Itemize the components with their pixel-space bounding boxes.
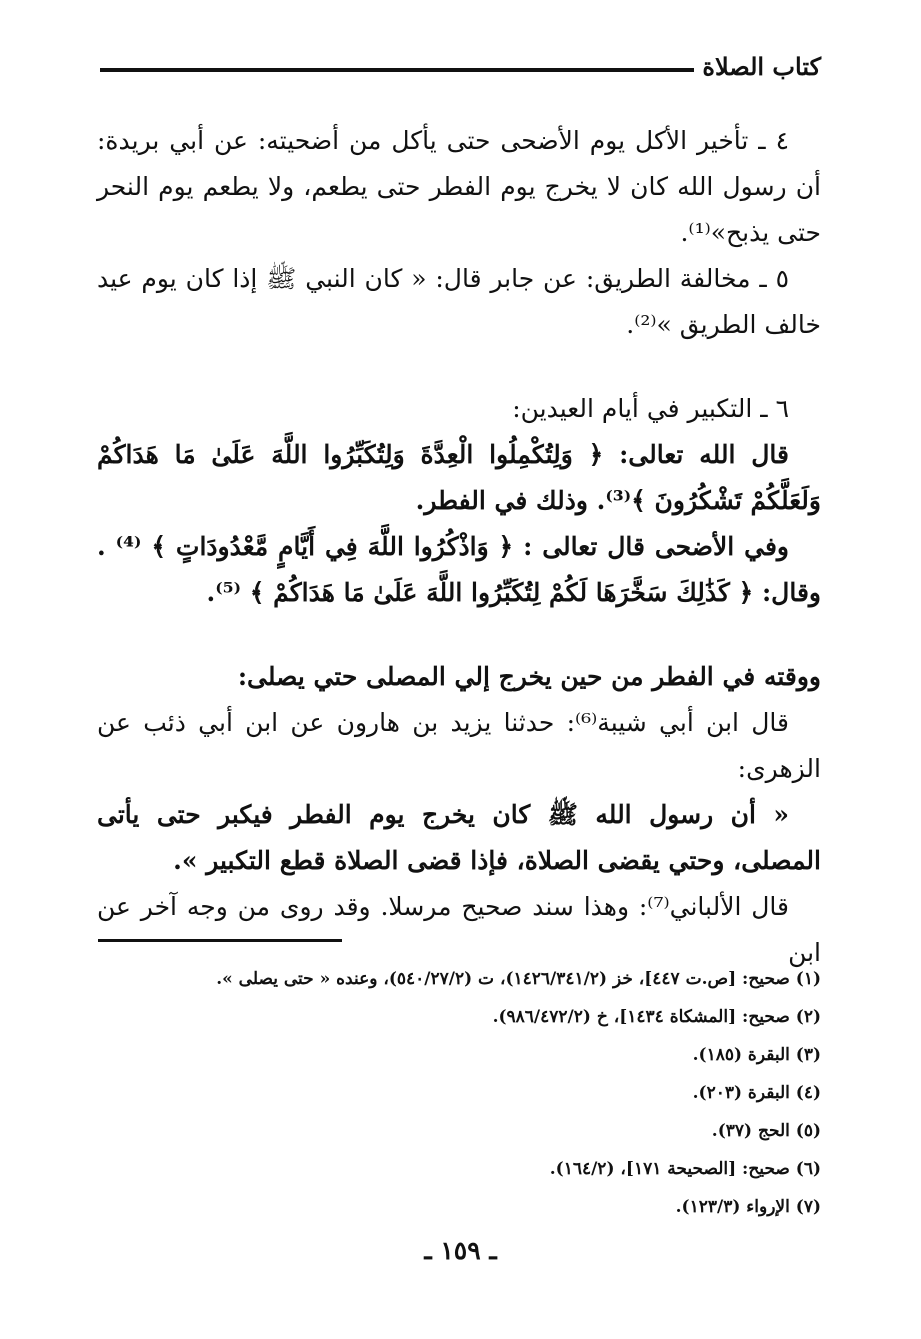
- spacer: [97, 616, 821, 654]
- chapter-title: كتاب الصلاة: [702, 52, 821, 81]
- footnote: (٥) الحج (٣٧).: [711, 1121, 821, 1141]
- header-rule: [100, 68, 694, 72]
- hadith-chain: قال ابن أبي شيبة⁽⁶⁾: حدثنا يزيد بن هارون عن ابن أبي ذئب عن الزهرى:: [97, 708, 821, 783]
- paragraph-5-different-route: ٥ ـ مخالفة الطريق: عن جابر قال: « كان النبي ﷺ إذا كان يوم عيد خالف الطريق »⁽²⁾.: [97, 264, 821, 339]
- quran-quote-fitr: قال الله تعالى: ﴿ وَلِتُكْمِلُوا الْعِدَّةَ وَلِتُكَبِّرُوا اللَّهَ عَلَىٰ مَا هَدَاكُمْ وَلَعَلَّكُمْ تَشْكُرُونَ ﴾⁽³⁾. وذلك في الفطر.: [97, 440, 821, 515]
- footnote: (٦) صحيح: [الصحيحة ١٧١]، (١٦٤/٢).: [549, 1159, 821, 1179]
- footnote-rule: [98, 939, 342, 942]
- paragraph-4-delay-eating: ٤ ـ تأخير الأكل يوم الأضحى حتى يأكل من أضحيته: عن أبي بريدة: أن رسول الله كان لا يخرج يوم الفطر حتى يطعم، ولا يطعم يوم النحر حتى يذبح»⁽¹⁾.: [97, 126, 821, 247]
- spacer: [97, 348, 821, 386]
- page-header: [100, 52, 821, 92]
- footnote: (٤) البقرة (٢٠٣).: [692, 1083, 821, 1103]
- footnote: (٢) صحيح: [المشكاة ١٤٣٤]، خ (٩٨٦/٤٧٢/٢).: [492, 1007, 821, 1027]
- page-number: ـ ١٥٩ ـ: [424, 1236, 497, 1265]
- footnote: (٧) الإرواء (١٢٣/٣).: [675, 1197, 821, 1217]
- section-heading-takbir-time: ووقته في الفطر من حين يخرج إلي المصلى حتي يصلى:: [237, 662, 821, 691]
- quran-quote-adha: وفي الأضحى قال تعالى : ﴿ وَاذْكُرُوا اللَّهَ فِي أَيَّامٍ مَّعْدُودَاتٍ ﴾ ⁽⁴⁾ . وقال: ﴿ كَذَٰلِكَ سَخَّرَهَا لَكُمْ لِتُكَبِّرُوا اللَّهَ عَلَىٰ مَا هَدَاكُمْ ﴾ ⁽⁵⁾.: [97, 532, 821, 607]
- hadith-text: « أن رسول الله ﷺ كان يخرج يوم الفطر فيكبر حتى يأتى المصلى، وحتي يقضى الصلاة، فإذا قضى الصلاة قطع التكبير ».: [97, 800, 821, 875]
- paragraph-6-takbir-heading: ٦ ـ التكبير في أيام العيدين:: [512, 394, 789, 423]
- footnote: (٣) البقرة (١٨٥).: [692, 1045, 821, 1065]
- main-text: [97, 118, 821, 976]
- footnote: (١) صحيح: [ص.ت ٤٤٧]، خز (١٤٢٦/٣٤١/٢)، ت (٥٤٠/٢٧/٢)، وعنده « حتى يصلى ».: [216, 969, 821, 989]
- footnotes: [97, 960, 821, 1226]
- albani-comment: قال الألباني⁽⁷⁾: وهذا سند صحيح مرسلا. وقد روى من وجه آخر عن ابن: [97, 892, 821, 967]
